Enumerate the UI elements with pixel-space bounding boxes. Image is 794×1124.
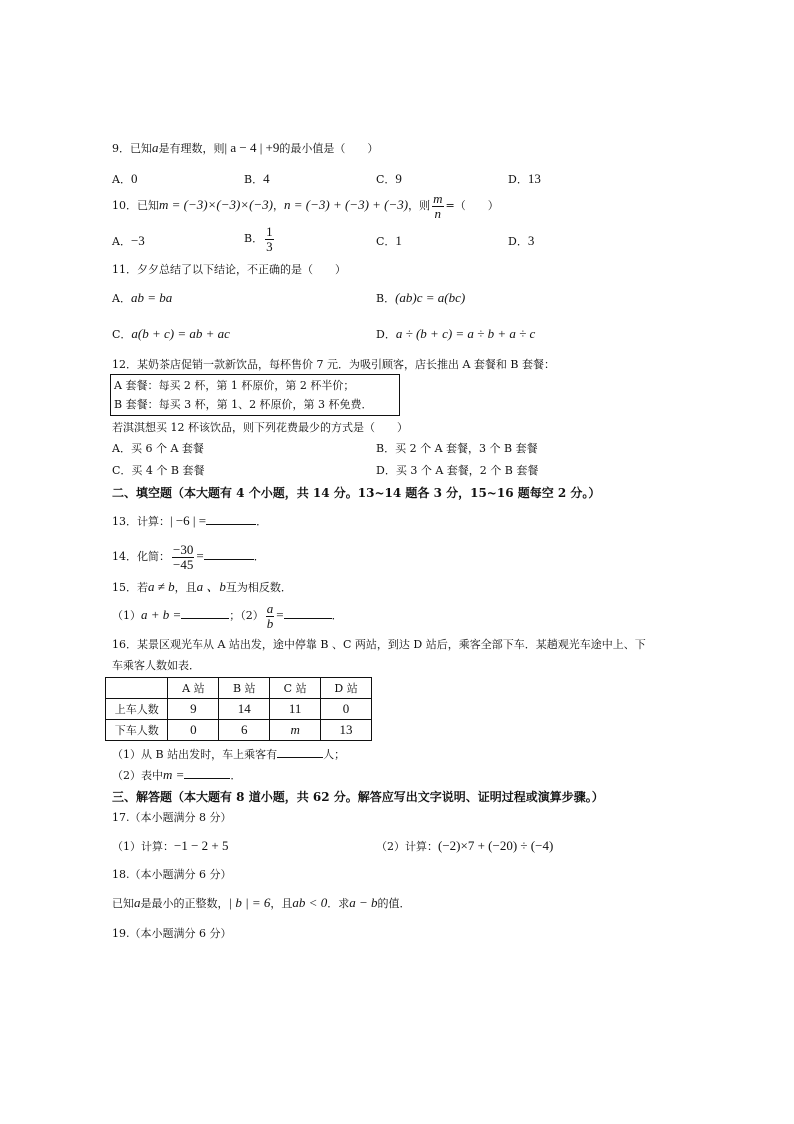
answer-blank[interactable] <box>204 548 254 560</box>
q12-question: 若淇淇想买 12 杯该饮品，则下列花费最少的方式是（ ） <box>112 421 408 434</box>
q16-table <box>105 677 372 741</box>
answer-blank[interactable] <box>181 607 229 619</box>
q12-package-b: B 套餐：每买 3 杯，第 1、2 杯原价，第 3 杯免费． <box>114 398 373 411</box>
q10-fraction: $\frac{m}{n}$ <box>433 190 443 221</box>
q11-option-d: D．a ÷ (b + c) = a ÷ b + a ÷ c <box>376 326 536 341</box>
q15-parts: （1）a + b = ；（2） $\frac{a}{b}$ = ． <box>112 600 343 631</box>
q12-stem: 12．某奶茶店促销一款新饮品，每杯售价 7 元．为吸引顾客，店长推出 A 套餐和 B 套餐： <box>112 358 556 371</box>
q10-option-c: C．1 <box>376 233 402 248</box>
q10-stem: 10．已知m = (−3)×(−3)×(−3)，n = (−3) + (−3) + (−3)，则 $\frac{m}{n}$ =（ ） <box>112 190 499 221</box>
q16-stem-line1: 16．某景区观光车从 A 站出发，途中停靠 B 、C 两站，到达 D 站后，乘客全部下车．某趟观光车途中上、下 <box>112 638 646 651</box>
q15-stem: 15．若a ≠ b，且a 、b互为相反数． <box>112 579 292 594</box>
q17-part2: （2）计算：(−2)×7 + (−20) ÷ (−4) <box>376 838 554 853</box>
answer-blank[interactable] <box>277 746 323 758</box>
answer-blank[interactable] <box>184 767 230 779</box>
q9-option-a: A．0 <box>112 171 138 186</box>
q12-option-d: D．买 3 个 A 套餐，2 个 B 套餐 <box>376 464 539 477</box>
q14: 14．化简： $\frac{-30}{-45}$ = ． <box>112 541 265 572</box>
q19-heading: 19.（本小题满分 6 分） <box>112 927 232 940</box>
answer-blank[interactable] <box>284 607 332 619</box>
q18-heading: 18.（本小题满分 6 分） <box>112 868 232 881</box>
q16-part2: （2）表中m = ． <box>112 767 242 782</box>
q11-option-a: A．ab = ba <box>112 290 173 305</box>
section-3-heading: 三、解答题（本大题有 8 道小题，共 62 分。解答应写出文字说明、证明过程或演算步骤。） <box>112 790 604 804</box>
table-row: 上车人数 9 14 11 0 <box>106 699 372 720</box>
q16-stem-line2: 车乘客人数如表． <box>112 659 200 672</box>
q12-option-c: C．买 4 个 B 套餐 <box>112 464 205 477</box>
q12-package-a: A 套餐：每买 2 杯，第 1 杯原价，第 2 杯半价； <box>114 379 355 392</box>
q10-option-a: A．−3 <box>112 233 145 248</box>
q11-option-c: C．a(b + c) = ab + ac <box>112 326 230 341</box>
section-2-heading: 二、填空题（本大题有 4 个小题，共 14 分。13~14 题各 3 分，15~16 题每空 2 分。） <box>112 486 601 500</box>
q12-option-b: B．买 2 个 A 套餐，3 个 B 套餐 <box>376 442 538 455</box>
q13: 13．计算：| −6 | = ． <box>112 513 268 528</box>
q9-stem: 9．已知a是有理数，则| a − 4 | +9的最小值是（ ） <box>112 140 379 155</box>
q17-heading: 17.（本小题满分 8 分） <box>112 811 232 824</box>
q12-option-a: A．买 6 个 A 套餐 <box>112 442 204 455</box>
table-row: 下车人数 0 6 m 13 <box>106 720 372 741</box>
q10-option-b: B． $\frac{1}{3}$ <box>244 223 273 254</box>
q9-option-b: B．4 <box>244 171 270 186</box>
q16-part1: （1）从 B 站出发时，车上乘客有 人； <box>112 748 346 761</box>
q10-option-d: D．3 <box>508 233 535 248</box>
answer-blank[interactable] <box>206 513 256 525</box>
q9-option-c: C．9 <box>376 171 402 186</box>
q18-body: 已知a是最小的正整数，| b | = 6，且ab < 0．求a − b的值． <box>112 895 411 910</box>
q9-option-d: D．13 <box>508 171 541 186</box>
q17-part1: （1）计算：−1 − 2 + 5 <box>112 838 229 853</box>
table-row: A 站 B 站 C 站 D 站 <box>106 678 372 699</box>
q11-stem: 11．夕夕总结了以下结论，不正确的是（ ） <box>112 263 346 276</box>
q11-option-b: B．(ab)c = a(bc) <box>376 290 466 305</box>
